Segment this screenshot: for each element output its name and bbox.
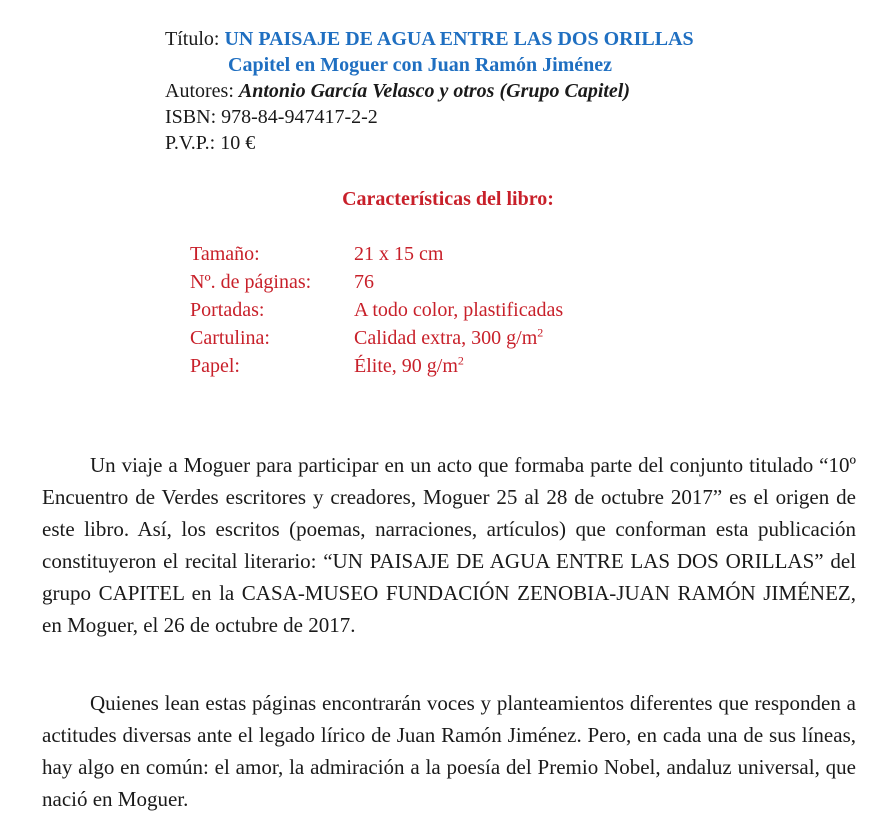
spec-label: Papel:	[190, 355, 240, 377]
spec-row	[190, 296, 563, 324]
isbn-line	[165, 104, 694, 130]
spec-row	[190, 324, 563, 352]
spec-value: 76	[354, 271, 374, 293]
book-subtitle: Capitel en Moguer con Juan Ramón Jiménez	[228, 54, 613, 76]
spec-row	[190, 240, 563, 268]
spec-row	[190, 352, 563, 380]
spec-label: Tamaño:	[190, 243, 260, 265]
price-label: P.V.P.:	[165, 132, 216, 154]
price-line	[165, 130, 694, 156]
spec-label: Nº. de páginas:	[190, 271, 312, 293]
body-paragraph-2: Quienes lean estas páginas encontrarán voces y planteamientos diferentes que responden a actitudes diversas ante el legado lírico de Juan Ramón Jiménez. Pero, en cada una de sus líneas, hay algo en común: el amor, la admiración a la poesía del Premio Nobel, andaluz universal, que nació en Moguer.	[42, 691, 856, 811]
spec-label: Portadas:	[190, 299, 265, 321]
authors-value: Antonio García Velasco y otros (Grupo Capitel)	[238, 80, 631, 102]
title-line	[165, 26, 694, 52]
authors-line	[165, 78, 694, 104]
isbn-label: ISBN:	[165, 106, 217, 128]
spec-value: A todo color, plastificadas	[354, 299, 564, 321]
spec-value: 21 x 15 cm	[354, 243, 444, 265]
specs-list	[190, 240, 563, 380]
spec-value: Calidad extra, 300 $g/m^2$	[354, 325, 544, 349]
spec-row	[190, 268, 563, 296]
price-value: 10 €	[220, 132, 256, 154]
title-label: Título:	[165, 28, 220, 50]
subtitle-line	[165, 52, 694, 78]
specs-heading: Características del libro:	[342, 188, 554, 210]
authors-label: Autores:	[165, 80, 234, 102]
spec-value: Élite, 90 $g/m^2$	[354, 353, 464, 377]
isbn-value: 978-84-947417-2-2	[221, 106, 378, 128]
book-title: UN PAISAJE DE AGUA ENTRE LAS DOS ORILLAS	[224, 28, 694, 50]
spec-label: Cartulina:	[190, 327, 270, 349]
book-metadata	[165, 26, 694, 156]
body-paragraph-1: Un viaje a Moguer para participar en un acto que formaba parte del conjunto titulado “10º Encuentro de Verdes escritores y creadores, Moguer 25 al 28 de octubre 2017” es el origen de este libro. Así, los escritos (poemas, narraciones, artículos) que conforman esta publicación constituyeron el recital literario: “UN PAISAJE DE AGUA ENTRE LAS DOS ORILLAS” del grupo CAPITEL en la CASA-MUSEO FUNDACIÓN ZENOBIA-JUAN RAMÓN JIMÉNEZ, en Moguer, el 26 de octubre de 2017.	[42, 453, 856, 637]
